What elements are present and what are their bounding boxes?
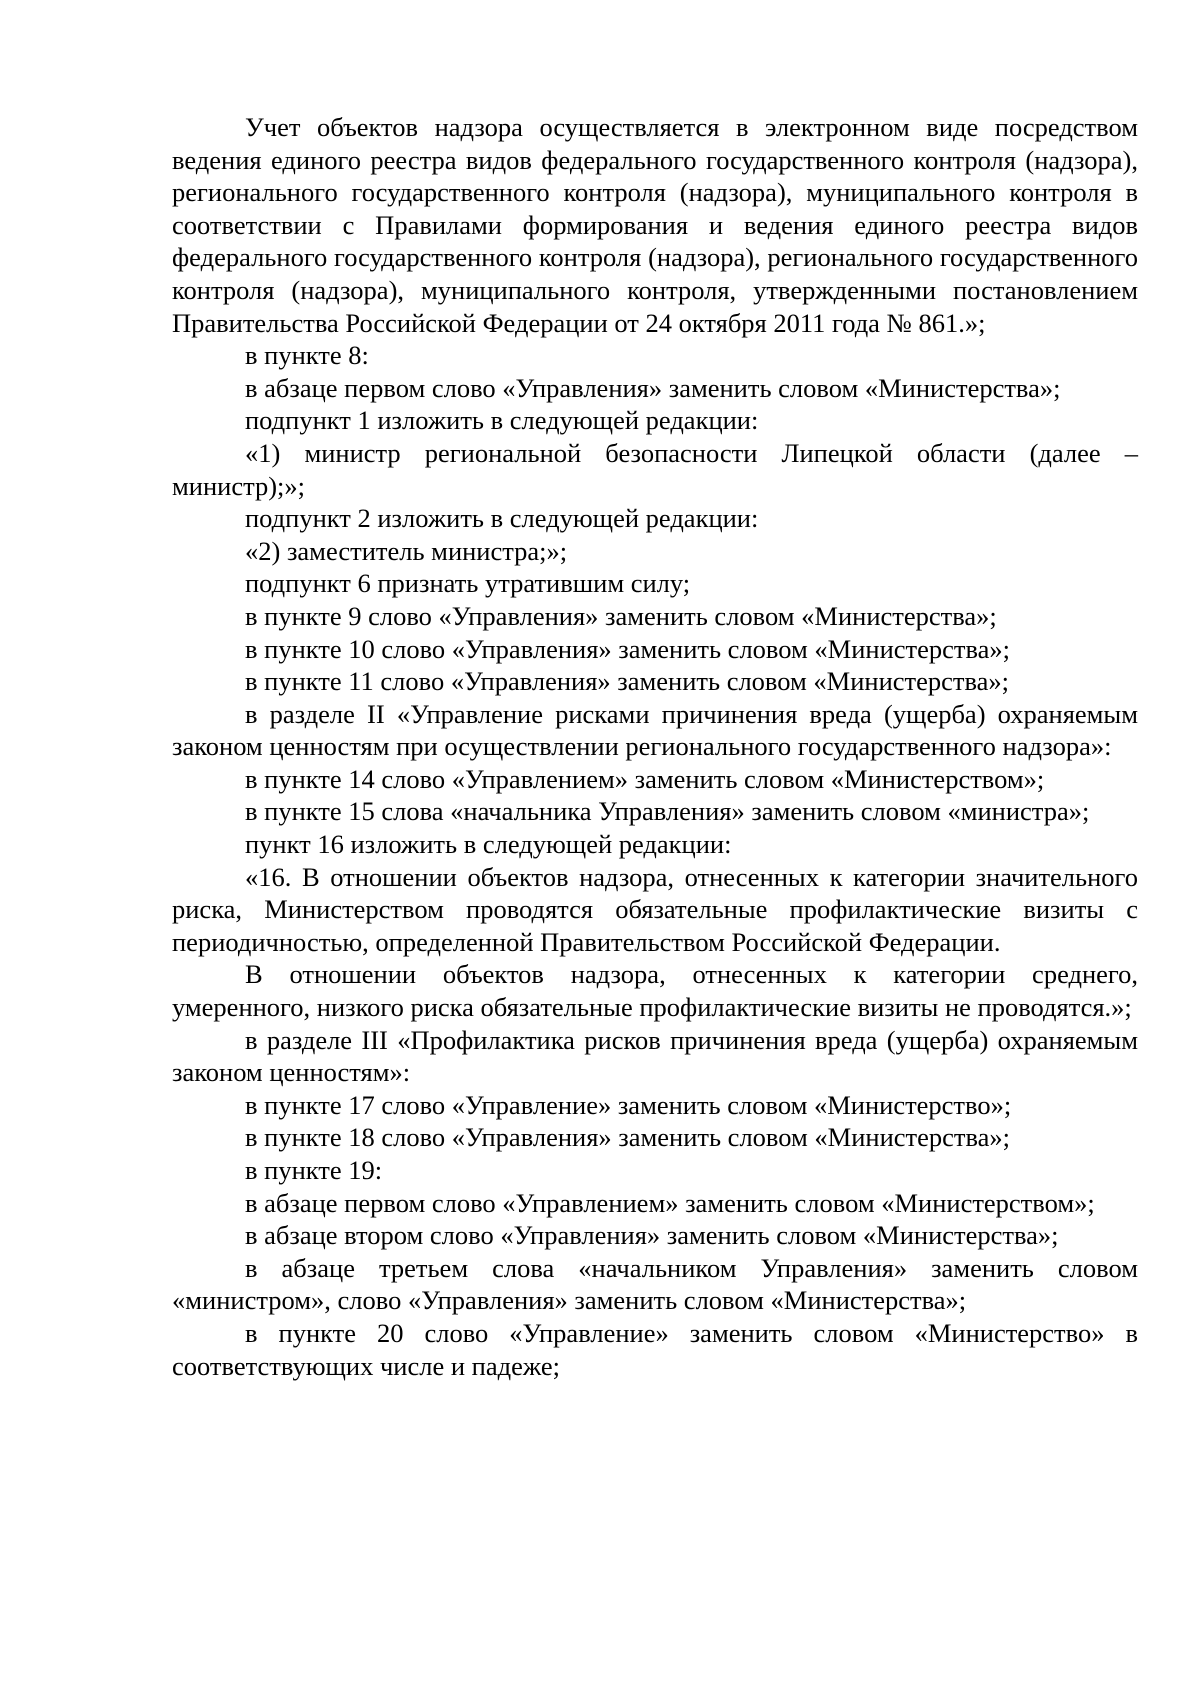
paragraph-13: в пункте 14 слово «Управлением» заменить словом «Министерством»; — [245, 763, 1045, 794]
paragraph-23: в абзаце втором слово «Управления» заменить словом «Министерства»; — [245, 1220, 1059, 1251]
paragraph-14: в пункте 15 слова «начальника Управления» заменить словом «министра»; — [245, 796, 1090, 827]
document-page — [172, 111, 1138, 1382]
paragraph-19: в пункте 17 слово «Управление» заменить словом «Министерство»; — [245, 1089, 1012, 1120]
paragraph-21: в пункте 19: — [245, 1155, 383, 1185]
paragraph-11: в пункте 11 слово «Управления» заменить словом «Министерства»; — [245, 666, 1009, 697]
paragraph-1: Учет объектов надзора осуществляется в электронном виде посредством ведения единого реестра видов федерального государственного контроля (надзора), регионального государственного контроля (надзора), муниципального контроля в соответствии с Правилами формирования и ведения единого реестра видов федерального государственного контроля (надзора), регионального государственного контроля (надзора), муниципального контроля, утвержденными постановлением Правительства Российской Федерации от 24 октября 2011 года № 861.»; — [172, 112, 1138, 338]
paragraph-12: в разделе II «Управление рисками причинения вреда (ущерба) охраняемым законом ценностям при осуществлении регионального государственного надзора»: — [172, 698, 1138, 762]
paragraph-5: «1) министр региональной безопасности Липецкой области (далее – министр);»; — [172, 437, 1138, 501]
paragraph-8: подпункт 6 признать утратившим силу; — [245, 568, 691, 599]
paragraph-7: «2) заместитель министра;»; — [245, 535, 568, 566]
paragraph-10: в пункте 10 слово «Управления» заменить словом «Министерства»; — [245, 633, 1010, 664]
paragraph-17: В отношении объектов надзора, отнесенных к категории среднего, умеренного, низкого риска обязательные профилактические визиты не проводятся.»; — [172, 959, 1138, 1023]
paragraph-6: подпункт 2 изложить в следующей редакции: — [245, 503, 759, 534]
paragraph-18: в разделе III «Профилактика рисков причинения вреда (ущерба) охраняемым законом ценностям»: — [172, 1024, 1138, 1088]
paragraph-16: «16. В отношении объектов надзора, отнесенных к категории значительного риска, Министерством проводятся обязательные профилактические визиты с периодичностью, определенной Правительством Российской Федерации. — [172, 861, 1138, 957]
paragraph-22: в абзаце первом слово «Управлением» заменить словом «Министерством»; — [245, 1187, 1095, 1218]
paragraph-20: в пункте 18 слово «Управления» заменить словом «Министерства»; — [245, 1122, 1010, 1153]
paragraph-2: в пункте 8: — [245, 340, 369, 371]
paragraph-15: пункт 16 изложить в следующей редакции: — [245, 829, 732, 860]
paragraph-24: в абзаце третьем слова «начальником Управления» заменить словом «министром», слово «Управления» заменить словом «Министерства»; — [172, 1252, 1138, 1316]
paragraph-25: в пункте 20 слово «Управление» заменить словом «Министерство» в соответствующих числе и падеже; — [172, 1317, 1138, 1381]
paragraph-3: в абзаце первом слово «Управления» заменить словом «Министерства»; — [245, 372, 1061, 403]
paragraph-4: подпункт 1 изложить в следующей редакции: — [245, 405, 759, 436]
paragraph-9: в пункте 9 слово «Управления» заменить словом «Министерства»; — [245, 600, 997, 631]
